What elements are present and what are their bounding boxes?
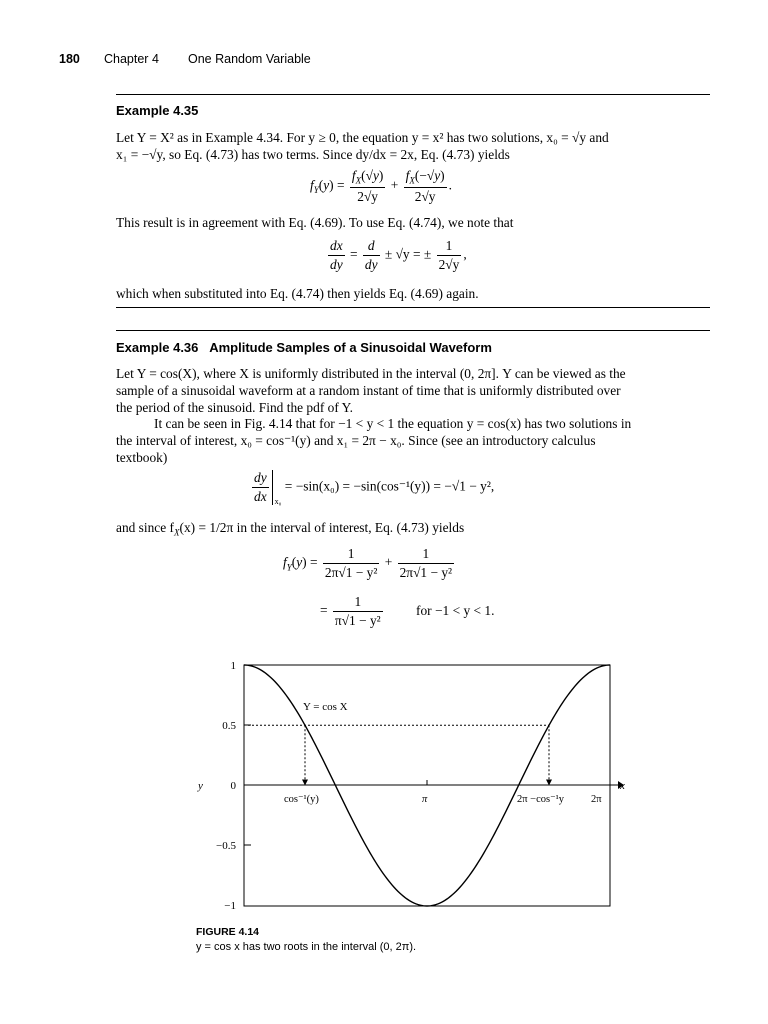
figure-caption: y = cos x has two roots in the interval (0, 2π). xyxy=(196,941,417,953)
fraction: $\frac{f_X(√y)}{2√y}$ xyxy=(351,168,384,204)
y-axis-label: y xyxy=(198,780,203,792)
y-tick-label: 1 xyxy=(230,660,236,672)
paragraph-line: Let Y = X² as in Example 4.34. For y ≥ 0, the equation y = x² has two solutions, x₀ = √y and xyxy=(116,130,609,145)
equation-dy-dx: $\frac{dy}{dx}$ $_{x_0}$ = −sin(x₀) = −sin(cos⁻¹(y)) = −√1 − y², xyxy=(254,470,495,507)
y-tick-label: −0.5 xyxy=(216,840,236,852)
fraction: $\frac{1}{\text{2π√1 − y²}}$ xyxy=(399,546,453,580)
paragraph-line: the interval of interest, x₀ = cos⁻¹(y) and x₁ = 2π − x₀. Since (see an introductory calculus xyxy=(116,433,596,449)
y-tick-label: −1 xyxy=(224,900,236,912)
example-4-35-title: Example 4.35 xyxy=(116,103,199,118)
chapter-label: Chapter 4 xyxy=(104,52,159,66)
example-4-36-paragraph-3: and since $f_X(x) = 1/2\pi$ in the interval of interest, Eq. (4.73) yields xyxy=(116,520,465,538)
paragraph-line: sample of a sinusoidal waveform at a random instant of time that is uniformly distributed over xyxy=(116,382,621,398)
fraction: $\frac{dy}{dx}$ xyxy=(252,470,273,505)
fraction: $\frac{f_X(-√y)}{2√y}$ xyxy=(405,168,445,204)
y-tick-label: 0 xyxy=(230,780,236,792)
curve-label: Y = cos X xyxy=(303,701,348,713)
x-tick-label-2pi: 2π xyxy=(591,794,602,805)
paragraph-line: x₁ = −√y, so Eq. (4.73) has two terms. Since dy/dx = 2x, Eq. (4.73) yields xyxy=(116,146,510,162)
figure-label: FIGURE 4.14 xyxy=(196,926,260,938)
page-number: 180 xyxy=(59,52,80,66)
fraction: $\frac{dx}{dy}$ xyxy=(330,238,343,272)
y-tick-label: 0.5 xyxy=(222,720,236,732)
paragraph-line: Let Y = cos(X), where X is uniformly distributed in the interval (0, 2π]. Y can be viewed as the xyxy=(116,366,626,381)
fraction: $\frac{1}{\text{2π√1 − y²}}$ xyxy=(324,546,378,580)
example-4-36-subtitle: Amplitude Samples of a Sinusoidal Waveform xyxy=(209,340,492,355)
example-4-35-paragraph-2: This result is in agreement with Eq. (4.69). To use Eq. (4.74), we note that xyxy=(116,215,514,230)
fraction: $\frac{1}{\text{π√1 − y²}}$ xyxy=(334,594,381,628)
x-tick-label-arccos: cos⁻¹(y) xyxy=(284,794,319,805)
example-4-35-paragraph-3: which when substituted into Eq. (4.74) then yields Eq. (4.69) again. xyxy=(116,286,479,301)
paragraph-line: the period of the sinusoid. Find the pdf of Y. xyxy=(116,399,353,415)
equation-fy-sum: $f_Y(y)$ = $\frac{f_X(√y)}{2√y}$ + $\frac{f_X(-√y)}{2√y}$ . xyxy=(310,168,452,204)
equation-fy-result: $f_Y(y)$ = $\frac{1}{\text{2π√1 − y²}}$ + $\frac{1}{\text{2π√1 − y²}}$ xyxy=(283,546,453,580)
fraction: $\frac{d}{dy}$ xyxy=(364,238,378,272)
paragraph-line: textbook) xyxy=(116,449,168,465)
equation-fy-simplified: = $\frac{1}{\text{π√1 − y²}}$ for −1 < y < 1. xyxy=(320,594,495,628)
x-tick-label-2pi-minus: 2π −cos⁻¹y xyxy=(517,794,565,805)
x-tick-label-pi: π xyxy=(422,794,428,805)
equation-dx-dy: $\frac{dx}{dy}$ = $\frac{d}{dy}$ ± √y = ± $\frac{1}{2√y}$ , xyxy=(330,238,467,272)
paragraph-line: It can be seen in Fig. 4.14 that for −1 < y < 1 the equation y = cos(x) has two solutions in xyxy=(154,416,632,432)
x-axis-label: x xyxy=(620,780,625,792)
chapter-title: One Random Variable xyxy=(188,52,311,66)
example-4-36-title: Example 4.36 Amplitude Samples of a Sinusoidal Waveform xyxy=(116,340,492,355)
fraction: $\frac{1}{2√y}$ xyxy=(438,238,460,272)
